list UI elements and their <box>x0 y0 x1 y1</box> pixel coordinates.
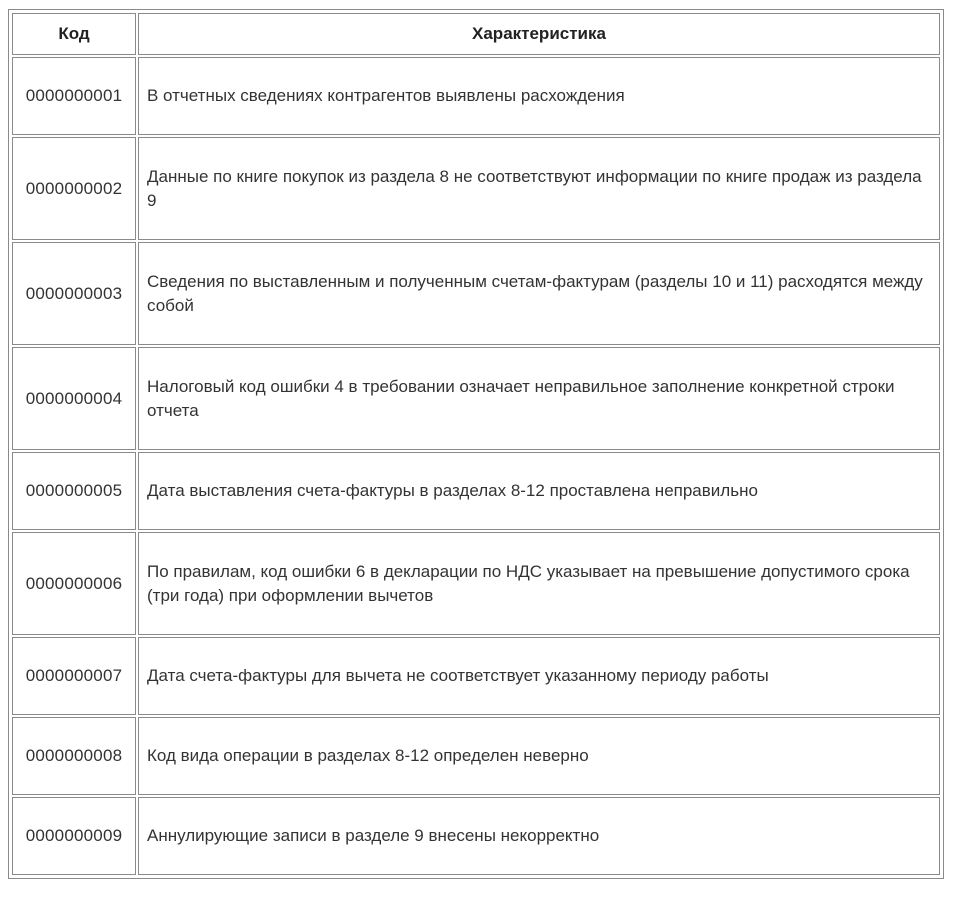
error-code-cell: 0000000005 <box>12 452 136 530</box>
error-description-cell: Налоговый код ошибки 4 в требовании означает неправильное заполнение конкретной строки отчета <box>138 347 940 450</box>
error-code-cell: 0000000002 <box>12 137 136 240</box>
table-row <box>12 532 940 635</box>
header-description: Характеристика <box>138 13 940 55</box>
error-codes-grid <box>10 11 942 877</box>
table-row <box>12 637 940 715</box>
table-row <box>12 452 940 530</box>
table-row <box>12 717 940 795</box>
error-description-cell: Код вида операции в разделах 8-12 определен неверно <box>138 717 940 795</box>
error-code-cell: 0000000009 <box>12 797 136 875</box>
table-row <box>12 242 940 345</box>
table-row <box>12 347 940 450</box>
error-description-cell: Дата счета-фактуры для вычета не соответствует указанному периоду работы <box>138 637 940 715</box>
error-description-cell: Аннулирующие записи в разделе 9 внесены некорректно <box>138 797 940 875</box>
header-row <box>12 13 940 55</box>
table-row <box>12 137 940 240</box>
error-description-cell: Данные по книге покупок из раздела 8 не соответствуют информации по книге продаж из раздела 9 <box>138 137 940 240</box>
error-code-cell: 0000000001 <box>12 57 136 135</box>
error-code-cell: 0000000004 <box>12 347 136 450</box>
error-code-cell: 0000000003 <box>12 242 136 345</box>
error-description-cell: В отчетных сведениях контрагентов выявлены расхождения <box>138 57 940 135</box>
error-description-cell: Дата выставления счета-фактуры в разделах 8-12 проставлена неправильно <box>138 452 940 530</box>
header-code: Код <box>12 13 136 55</box>
error-code-cell: 0000000006 <box>12 532 136 635</box>
error-code-cell: 0000000008 <box>12 717 136 795</box>
error-codes-table <box>8 9 944 879</box>
error-code-cell: 0000000007 <box>12 637 136 715</box>
error-description-cell: Сведения по выставленным и полученным счетам-фактурам (разделы 10 и 11) расходятся между собой <box>138 242 940 345</box>
error-description-cell: По правилам, код ошибки 6 в декларации по НДС указывает на превышение допустимого срока (три года) при оформлении вычетов <box>138 532 940 635</box>
table-row <box>12 57 940 135</box>
table-row <box>12 797 940 875</box>
